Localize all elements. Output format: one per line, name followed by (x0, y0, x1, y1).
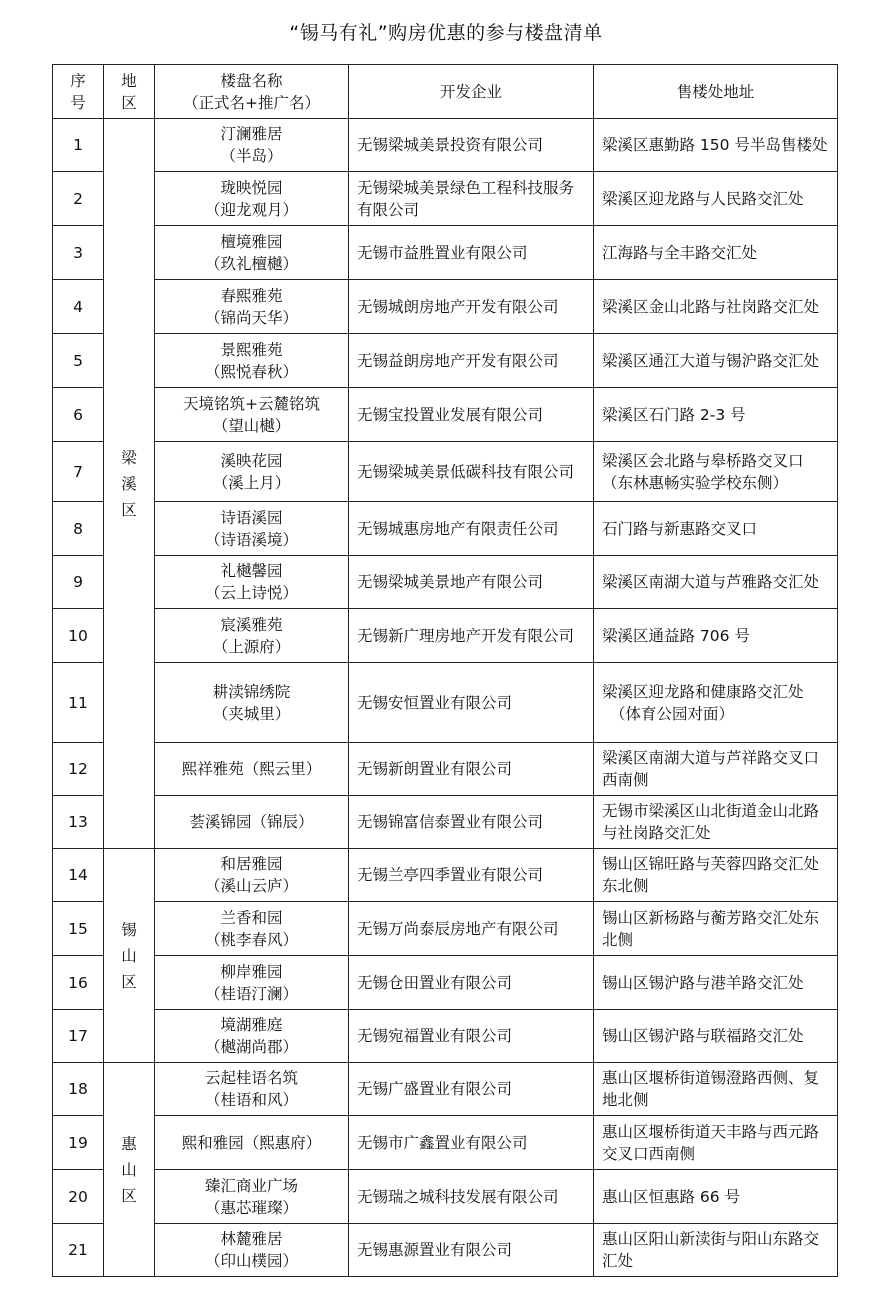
sales-address: 梁溪区通益路 706 号 (594, 609, 838, 663)
header-sales-address: 售楼处地址 (594, 65, 838, 119)
table-row (53, 556, 838, 609)
row-index: 11 (53, 663, 104, 743)
table-row (53, 1170, 838, 1224)
table-row (53, 502, 838, 556)
property-name: 云起桂语名筑 （桂语和风） (155, 1063, 349, 1116)
sales-address: 石门路与新惠路交叉口 (594, 502, 838, 556)
row-index: 9 (53, 556, 104, 609)
developer: 无锡市广鑫置业有限公司 (349, 1116, 594, 1170)
row-index: 7 (53, 442, 104, 502)
table-row (53, 172, 838, 226)
table-row (53, 334, 838, 388)
property-table (52, 64, 838, 1277)
table-row (53, 743, 838, 796)
property-name: 熙和雅园（熙惠府） (155, 1116, 349, 1170)
property-name: 柳岸雅园 （桂语汀澜） (155, 956, 349, 1010)
developer: 无锡益朗房地产开发有限公司 (349, 334, 594, 388)
developer: 无锡安恒置业有限公司 (349, 663, 594, 743)
developer: 无锡梁城美景绿色工程科技服务有限公司 (349, 172, 594, 226)
developer: 无锡梁城美景地产有限公司 (349, 556, 594, 609)
sales-address: 江海路与全丰路交汇处 (594, 226, 838, 280)
row-index: 2 (53, 172, 104, 226)
table-row (53, 1116, 838, 1170)
table-row (53, 1010, 838, 1063)
table-row (53, 388, 838, 442)
developer: 无锡城朗房地产开发有限公司 (349, 280, 594, 334)
developer: 无锡新广理房地产开发有限公司 (349, 609, 594, 663)
developer: 无锡市益胜置业有限公司 (349, 226, 594, 280)
sales-address: 无锡市梁溪区山北街道金山北路与社岗路交汇处 (594, 796, 838, 849)
row-index: 14 (53, 849, 104, 902)
sales-address: 梁溪区金山北路与社岗路交汇处 (594, 280, 838, 334)
property-name: 春熙雅苑 （锦尚天华） (155, 280, 349, 334)
property-name: 耕渎锦绣院 （夹城里） (155, 663, 349, 743)
region-cell: 梁 溪 区 (104, 119, 155, 849)
row-index: 21 (53, 1224, 104, 1277)
table-row (53, 1224, 838, 1277)
table-row (53, 609, 838, 663)
developer: 无锡梁城美景投资有限公司 (349, 119, 594, 172)
developer: 无锡广盛置业有限公司 (349, 1063, 594, 1116)
table-row (53, 280, 838, 334)
table-row (53, 956, 838, 1010)
property-name: 兰香和园 （桃李春风） (155, 902, 349, 956)
sales-address: 锡山区锡沪路与联福路交汇处 (594, 1010, 838, 1063)
developer: 无锡宛福置业有限公司 (349, 1010, 594, 1063)
property-name: 溪映花园 （溪上月） (155, 442, 349, 502)
property-name: 汀澜雅居 （半岛） (155, 119, 349, 172)
developer: 无锡惠源置业有限公司 (349, 1224, 594, 1277)
developer: 无锡宝投置业发展有限公司 (349, 388, 594, 442)
developer: 无锡梁城美景低碳科技有限公司 (349, 442, 594, 502)
property-name: 境湖雅庭 （樾湖尚郡） (155, 1010, 349, 1063)
sales-address: 梁溪区通江大道与锡沪路交汇处 (594, 334, 838, 388)
property-name: 林麓雅居 （印山樸园） (155, 1224, 349, 1277)
sales-address: 梁溪区惠勤路 150 号半岛售楼处 (594, 119, 838, 172)
row-index: 20 (53, 1170, 104, 1224)
sales-address: 惠山区堰桥街道天丰路与西元路交叉口西南侧 (594, 1116, 838, 1170)
property-name: 檀境雅园 （玖礼檀樾） (155, 226, 349, 280)
row-index: 19 (53, 1116, 104, 1170)
table-row (53, 902, 838, 956)
sales-address: 惠山区阳山新渎街与阳山东路交汇处 (594, 1224, 838, 1277)
table-row (53, 849, 838, 902)
header-region: 地 区 (104, 65, 155, 119)
developer: 无锡城惠房地产有限责任公司 (349, 502, 594, 556)
property-name: 熙祥雅苑（熙云里） (155, 743, 349, 796)
sales-address: 惠山区堰桥街道锡澄路西侧、复地北侧 (594, 1063, 838, 1116)
row-index: 5 (53, 334, 104, 388)
region-cell: 惠 山 区 (104, 1063, 155, 1277)
table-header-row (53, 65, 838, 119)
developer: 无锡新朗置业有限公司 (349, 743, 594, 796)
property-name: 景熙雅苑 （熙悦春秋） (155, 334, 349, 388)
table-row (53, 442, 838, 502)
row-index: 12 (53, 743, 104, 796)
row-index: 13 (53, 796, 104, 849)
sales-address: 梁溪区迎龙路和健康路交汇处 （体育公园对面） (594, 663, 838, 743)
developer: 无锡万尚泰辰房地产有限公司 (349, 902, 594, 956)
row-index: 17 (53, 1010, 104, 1063)
row-index: 3 (53, 226, 104, 280)
header-index: 序 号 (53, 65, 104, 119)
row-index: 6 (53, 388, 104, 442)
row-index: 4 (53, 280, 104, 334)
property-name: 礼樾馨园 （云上诗悦） (155, 556, 349, 609)
row-index: 1 (53, 119, 104, 172)
sales-address: 惠山区恒惠路 66 号 (594, 1170, 838, 1224)
row-index: 15 (53, 902, 104, 956)
sales-address: 梁溪区会北路与皋桥路交叉口（东林惠畅实验学校东侧） (594, 442, 838, 502)
header-developer: 开发企业 (349, 65, 594, 119)
sales-address: 锡山区新杨路与蘅芳路交汇处东北侧 (594, 902, 838, 956)
developer: 无锡锦富信泰置业有限公司 (349, 796, 594, 849)
property-name: 天境铭筑+云麓铭筑 （望山樾） (155, 388, 349, 442)
page-title: “锡马有礼”购房优惠的参与楼盘清单 (289, 22, 603, 44)
sales-address: 梁溪区石门路 2-3 号 (594, 388, 838, 442)
row-index: 16 (53, 956, 104, 1010)
table-row (53, 1063, 838, 1116)
property-name: 臻汇商业广场 （惠芯璀璨） (155, 1170, 349, 1224)
table-row (53, 663, 838, 743)
property-name: 荟溪锦园（锦辰） (155, 796, 349, 849)
table-row (53, 226, 838, 280)
table-row (53, 119, 838, 172)
table-row (53, 796, 838, 849)
sales-address: 梁溪区迎龙路与人民路交汇处 (594, 172, 838, 226)
property-name: 珑映悦园 （迎龙观月） (155, 172, 349, 226)
header-property-name: 楼盘名称 （正式名+推广名） (155, 65, 349, 119)
developer: 无锡兰亭四季置业有限公司 (349, 849, 594, 902)
property-name: 诗语溪园 （诗语溪境） (155, 502, 349, 556)
sales-address: 锡山区锦旺路与芙蓉四路交汇处东北侧 (594, 849, 838, 902)
region-cell: 锡 山 区 (104, 849, 155, 1063)
sales-address: 梁溪区南湖大道与芦雅路交汇处 (594, 556, 838, 609)
row-index: 18 (53, 1063, 104, 1116)
sales-address: 梁溪区南湖大道与芦祥路交叉口西南侧 (594, 743, 838, 796)
property-name: 宸溪雅苑 （上源府） (155, 609, 349, 663)
developer: 无锡仓田置业有限公司 (349, 956, 594, 1010)
row-index: 8 (53, 502, 104, 556)
sales-address: 锡山区锡沪路与港羊路交汇处 (594, 956, 838, 1010)
developer: 无锡瑞之城科技发展有限公司 (349, 1170, 594, 1224)
row-index: 10 (53, 609, 104, 663)
property-name: 和居雅园 （溪山云庐） (155, 849, 349, 902)
